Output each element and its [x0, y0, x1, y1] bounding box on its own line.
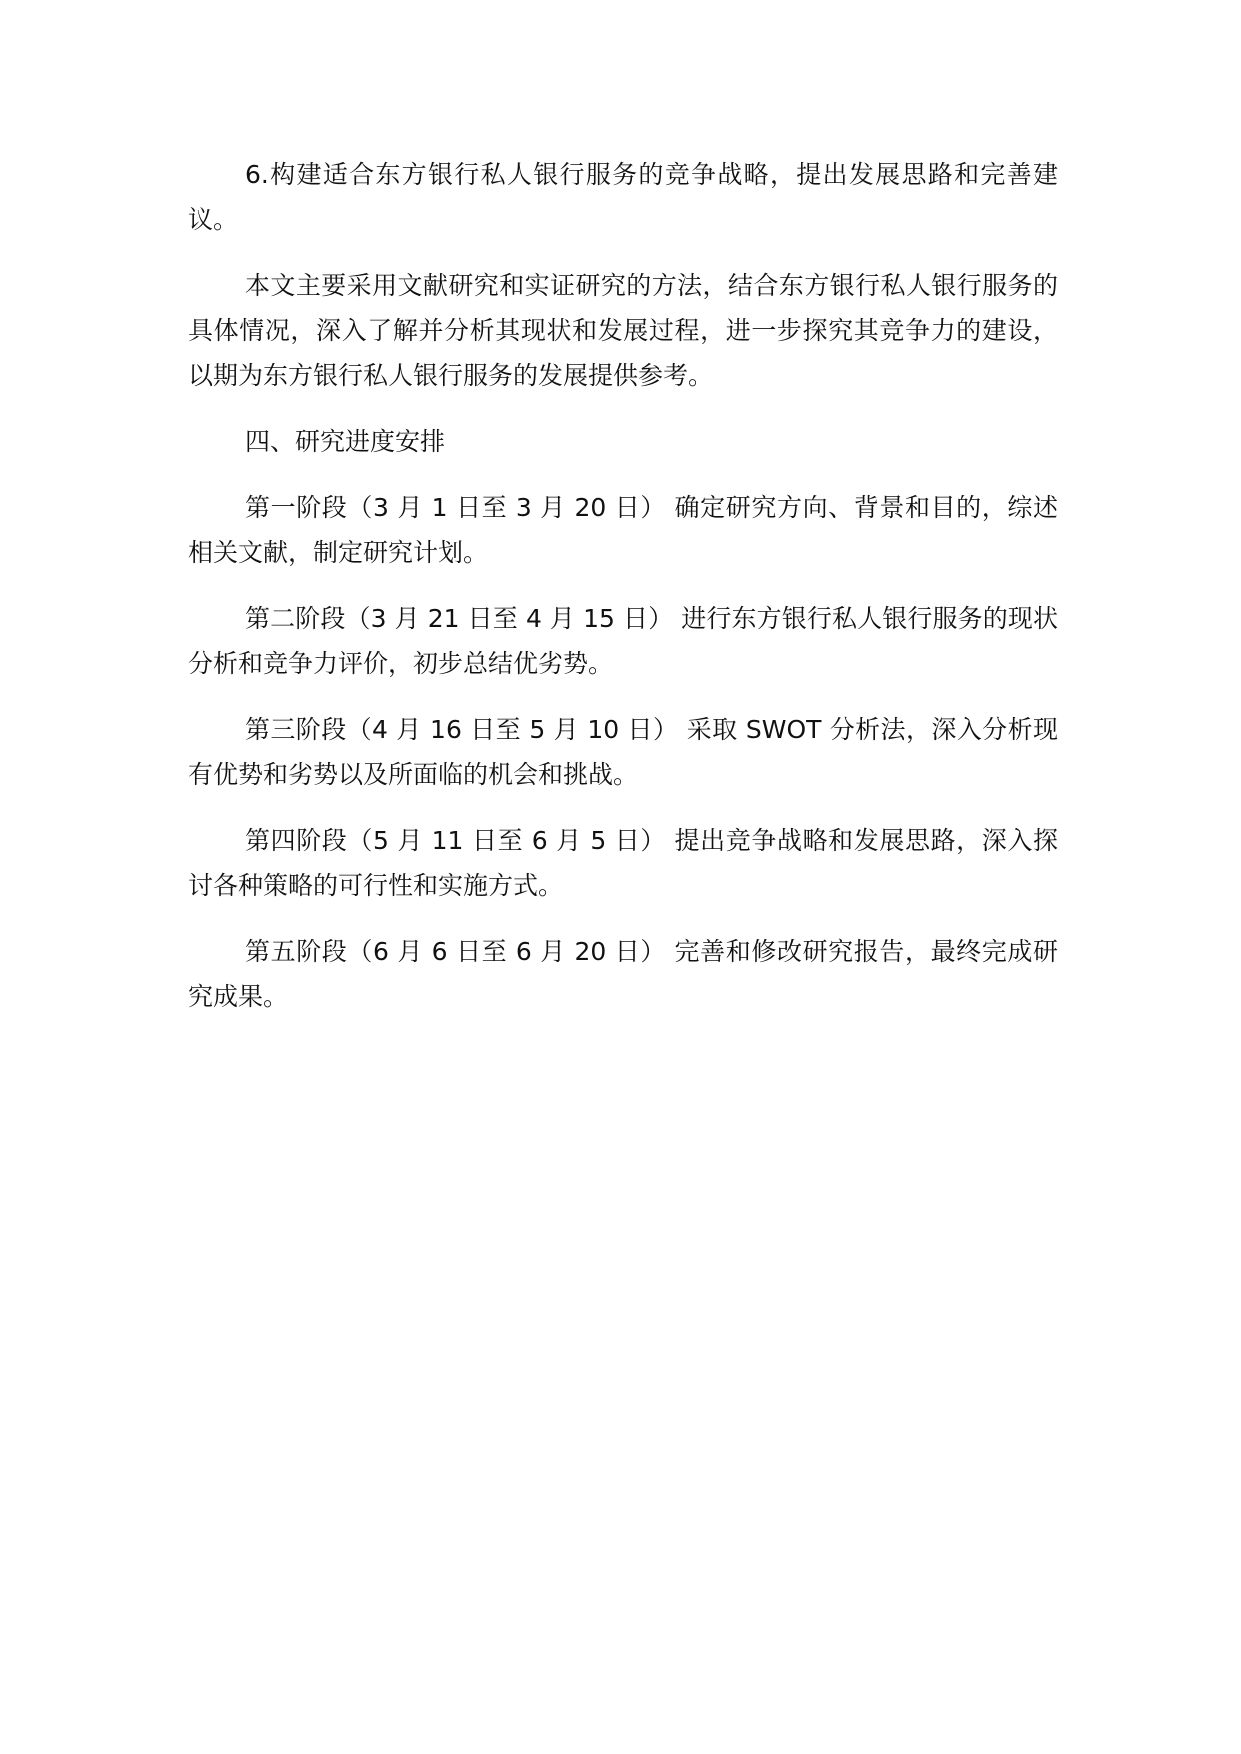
paragraph-stage-4: 第四阶段（5 月 11 日至 6 月 5 日） 提出竞争战略和发展思路，深入探讨各种策略的可行性和实施方式。 [188, 826, 1058, 900]
paragraph-item-6: 6.构建适合东方银行私人银行服务的竞争战略，提出发展思路和完善建议。 [188, 160, 1058, 234]
paragraph-stage-2: 第二阶段（3 月 21 日至 4 月 15 日） 进行东方银行私人银行服务的现状分析和竞争力评价，初步总结优劣势。 [188, 604, 1058, 678]
document-body [188, 152, 1058, 1040]
paragraph-stage-3: 第三阶段（4 月 16 日至 5 月 10 日） 采取 SWOT 分析法，深入分析现有优势和劣势以及所面临的机会和挑战。 [188, 715, 1058, 789]
paragraph-methodology: 本文主要采用文献研究和实证研究的方法，结合东方银行私人银行服务的具体情况，深入了解并分析其现状和发展过程，进一步探究其竞争力的建设，以期为东方银行私人银行服务的发展提供参考。 [188, 271, 1058, 390]
section-heading-schedule: 四、研究进度安排 [245, 427, 446, 456]
paragraph-stage-5: 第五阶段（6 月 6 日至 6 月 20 日） 完善和修改研究报告，最终完成研究成果。 [188, 937, 1058, 1011]
paragraph-stage-1: 第一阶段（3 月 1 日至 3 月 20 日） 确定研究方向、背景和目的，综述相关文献，制定研究计划。 [188, 493, 1058, 567]
